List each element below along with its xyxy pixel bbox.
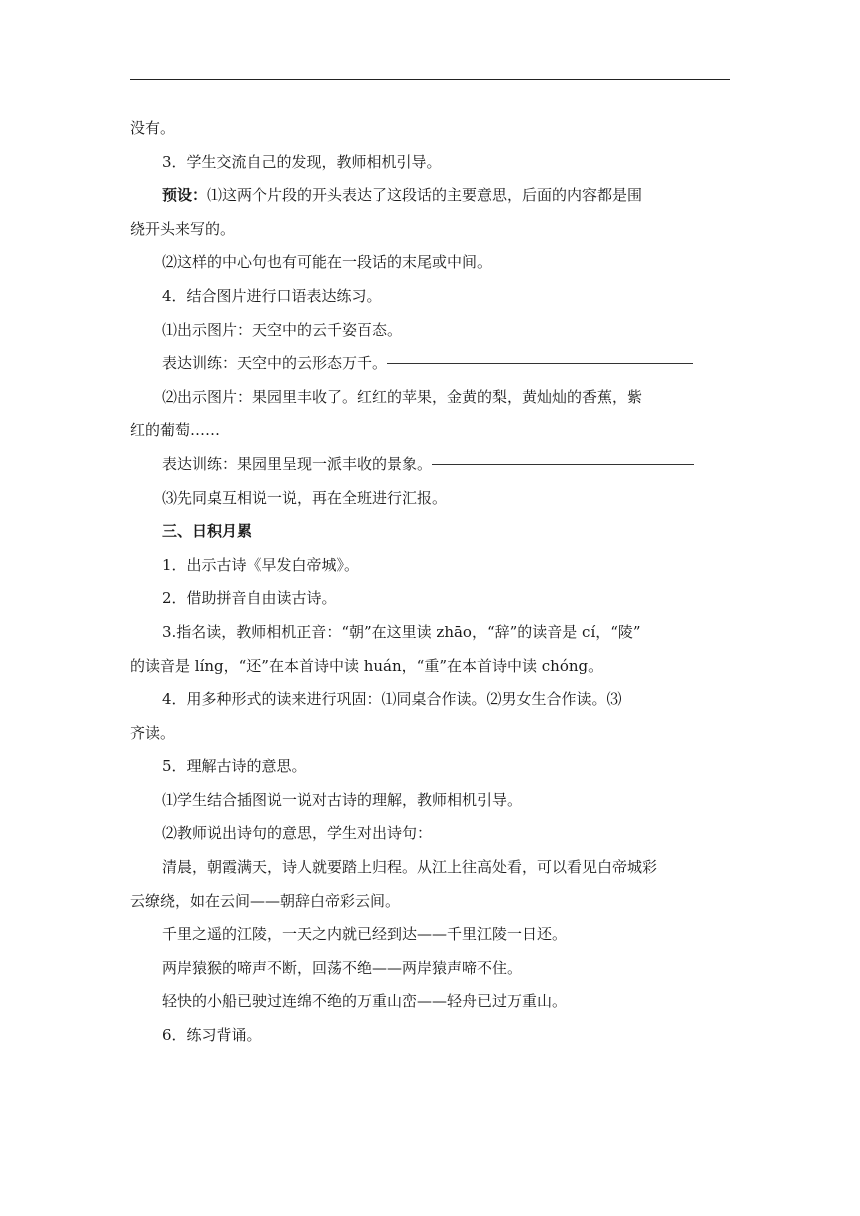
text-line: 清晨，朝霞满天，诗人就要踏上归程。从江上往高处看，可以看见白帝城彩 <box>162 858 658 877</box>
text-line <box>130 448 730 482</box>
text-line: 6．练习背诵。 <box>162 1026 262 1045</box>
text-line: 云缭绕，如在云间——朝辞白帝彩云间。 <box>130 891 401 910</box>
text-line: ⑶先同桌互相说一说，再在全班进行汇报。 <box>162 488 448 507</box>
section-heading: 三、日积月累 <box>162 522 253 541</box>
text-line: 齐读。 <box>130 723 176 742</box>
text-line: 1．出示古诗《早发白帝城》。 <box>162 555 360 574</box>
text-line <box>130 179 730 213</box>
text-line: ⑴学生结合插图说一说对古诗的理解，教师相机引导。 <box>162 790 523 809</box>
text-line: ⑴出示图片：天空中的云千姿百态。 <box>162 320 403 339</box>
exercise-prompt: 表达训练：天空中的云形态万千。 <box>162 354 388 373</box>
text-line: 5．理解古诗的意思。 <box>162 757 307 776</box>
preset-text: ⑴这两个片段的开头表达了这段话的主要意思，后面的内容都是围 <box>207 186 643 205</box>
text-line: 绕开头来写的。 <box>130 219 236 238</box>
text-line: 2．借助拼音自由读古诗。 <box>162 589 337 608</box>
text-line: ⑵这样的中心句也有可能在一段话的末尾或中间。 <box>162 253 493 272</box>
answer-blank <box>387 363 693 364</box>
answer-blank <box>432 464 694 465</box>
text-line: 千里之遥的江陵，一天之内就已经到达——千里江陵一日还。 <box>162 925 568 944</box>
header-rule <box>130 79 730 80</box>
text-line: ⑵出示图片：果园里丰收了。红红的苹果，金黄的梨，黄灿灿的香蕉，紫 <box>162 387 643 406</box>
text-line: ⑵教师说出诗句的意思，学生对出诗句： <box>162 824 433 843</box>
text-line: 4．结合图片进行口语表达练习。 <box>162 286 382 305</box>
exercise-prompt: 表达训练：果园里呈现一派丰收的景象。 <box>162 454 433 473</box>
text-line: 3．学生交流自己的发现，教师相机引导。 <box>162 152 442 171</box>
text-line <box>130 347 730 381</box>
text-line: 的读音是 líng，“还”在本首诗中读 huán，“重”在本首诗中读 chóng。 <box>130 656 604 675</box>
document-body <box>130 112 730 1053</box>
preset-label: 预设： <box>162 186 208 205</box>
text-line: 没有。 <box>130 119 176 137</box>
text-line: 两岸猿猴的啼声不断，回荡不绝——两岸猿声啼不住。 <box>162 958 523 977</box>
text-line: 4．用多种形式的读来进行巩固：⑴同桌合作读。⑵男女生合作读。⑶ <box>162 690 622 709</box>
text-line: 红的葡萄…… <box>130 421 221 440</box>
text-line: 轻快的小船已驶过连绵不绝的万重山峦——轻舟已过万重山。 <box>162 992 568 1011</box>
text-line: 3.指名读，教师相机正音：“朝”在这里读 zhāo，“辞”的读音是 cí，“陵” <box>162 622 641 641</box>
